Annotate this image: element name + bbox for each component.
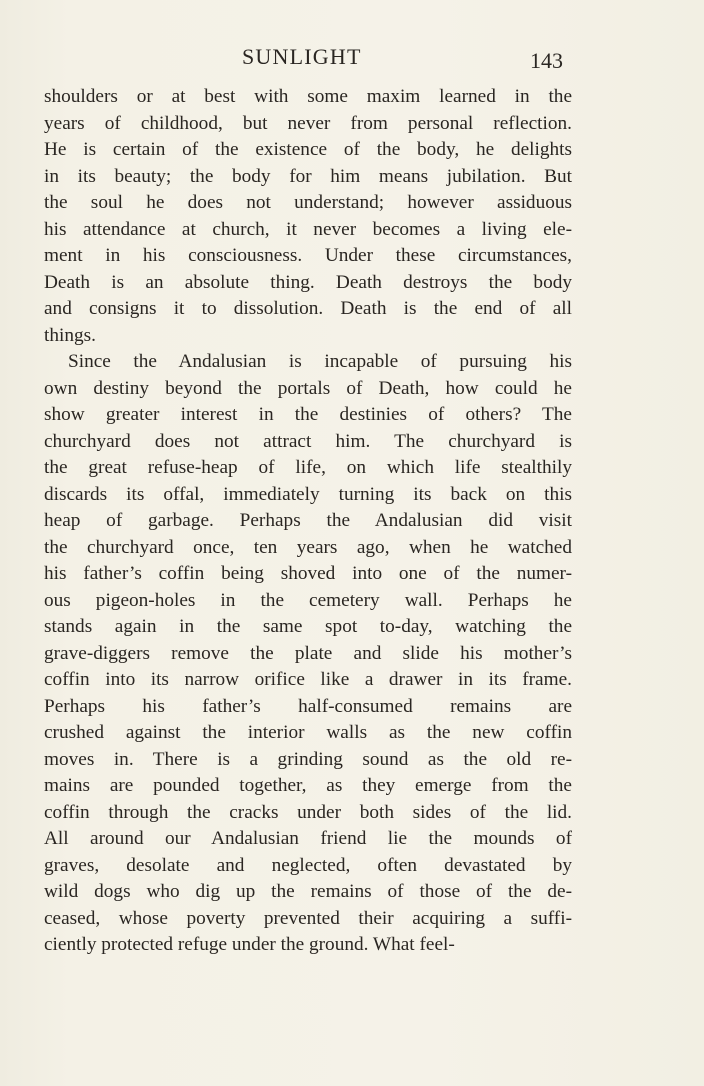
text-line: ciently protected refuge under the ground. What feel-: [44, 934, 455, 955]
text-line: heap of garbage. Perhaps the Andalusian did visit: [44, 510, 572, 531]
text-line: and consigns it to dissolution. Death is the end of all: [44, 298, 572, 319]
text-line: the churchyard once, ten years ago, when he watched: [44, 536, 572, 558]
text-line: churchyard does not attract him. The churchyard is: [44, 430, 572, 452]
body-text: [44, 84, 572, 959]
running-title: SUNLIGHT: [242, 44, 362, 69]
text-line: the great refuse-heap of life, on which life stealthily: [44, 457, 572, 478]
text-line: Since the Andalusian is incapable of pursuing his: [68, 351, 572, 372]
text-line: He is certain of the existence of the body, he delights: [44, 139, 572, 160]
text-line: his father’s coffin being shoved into one of the numer-: [44, 563, 572, 584]
text-line: ment in his consciousness. Under these circumstances,: [44, 245, 572, 266]
text-line: discards its offal, immediately turning its back on this: [44, 483, 572, 505]
text-line: coffin through the cracks under both sides of the lid.: [44, 801, 572, 823]
paragraph: [44, 349, 572, 959]
paragraph-text: [44, 84, 572, 349]
text-line: years of childhood, but never from personal reflection.: [44, 112, 572, 134]
text-line: shoulders or at best with some maxim learned in the: [44, 86, 572, 107]
text-line: things.: [44, 324, 96, 346]
text-line: graves, desolate and neglected, often devastated by: [44, 854, 572, 876]
paragraph: [44, 84, 572, 349]
text-line: coffin into its narrow orifice like a drawer in its frame.: [44, 669, 572, 690]
text-line: crushed against the interior walls as the new coffin: [44, 722, 572, 743]
text-line: show greater interest in the destinies of others? The: [44, 404, 572, 425]
page-number: 143: [530, 48, 563, 73]
text-line: mains are pounded together, as they emerge from the: [44, 775, 572, 796]
text-line: ceased, whose poverty prevented their acquiring a suffi-: [44, 907, 572, 929]
text-line: Death is an absolute thing. Death destroys the body: [44, 271, 572, 293]
text-line: wild dogs who dig up the remains of those of the de-: [44, 881, 572, 902]
text-line: the soul he does not understand; however assiduous: [44, 192, 572, 213]
text-line: moves in. There is a grinding sound as the old re-: [44, 748, 572, 770]
running-head: [0, 40, 704, 74]
text-line: All around our Andalusian friend lie the mounds of: [44, 828, 572, 849]
text-line: own destiny beyond the portals of Death, how could he: [44, 377, 572, 399]
text-line: Perhaps his father’s half-consumed remains are: [44, 695, 572, 717]
text-line: ous pigeon-holes in the cemetery wall. Perhaps he: [44, 589, 572, 611]
text-line: grave-diggers remove the plate and slide his mother’s: [44, 642, 572, 664]
text-line: stands again in the same spot to-day, watching the: [44, 616, 572, 637]
text-line: in its beauty; the body for him means jubilation. But: [44, 165, 572, 187]
paragraph-text: [44, 349, 572, 959]
text-line: his attendance at church, it never becomes a living ele-: [44, 218, 572, 240]
